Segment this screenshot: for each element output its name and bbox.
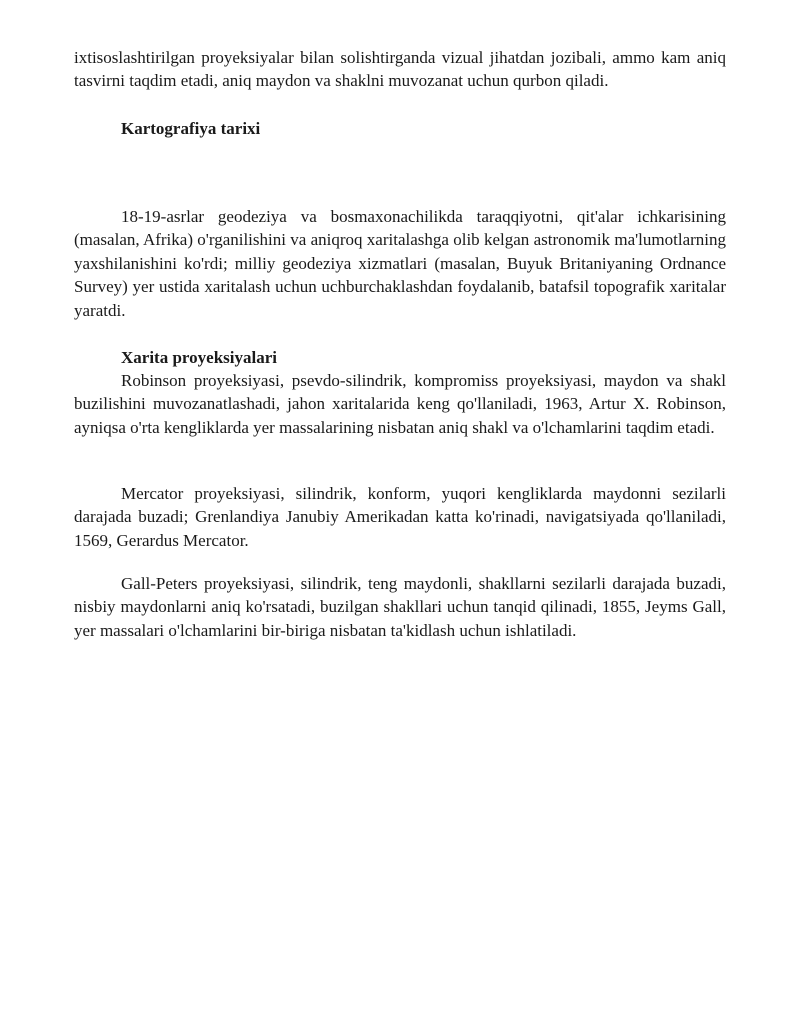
history-paragraph: 18-19-asrlar geodeziya va bosmaxonachilikda taraqqiyotni, qit'alar ichkarisining (masalan, Afrika) o'rganilishini va aniqroq xaritalashga olib kelgan astronomik ma'lumotlarning yaxshilanishini ko'rdi; milliy geodeziya xizmatlari (masalan, Buyuk Britaniyaning Ordnance Survey) yer ustida xaritalash uchun uchburchaklashdan foydalanib, batafsil topografik xaritalar yaratdi. <box>74 207 726 320</box>
section-heading-history: Kartografiya tarixi <box>121 119 261 138</box>
robinson-paragraph: Robinson proyeksiyasi, psevdo-silindrik, kompromiss proyeksiyasi, maydon va shakl buzilishini muvozanatlashadi, jahon xaritalarida keng qo'llaniladi, 1963, Artur X. Robinson, ayniqsa o'rta kengliklarda yer massalarining nisbatan aniq shakl va o'lchamlarini taqdim etadi. <box>74 371 726 437</box>
section-heading-projections: Xarita proyeksiyalari <box>121 348 277 367</box>
mercator-paragraph: Mercator proyeksiyasi, silindrik, konform, yuqori kengliklarda maydonni sezilarli darajada buzadi; Grenlandiya Janubiy Amerikadan katta ko'rinadi, navigatsiyada qo'llaniladi, 1569, Gerardus Mercator. <box>74 484 726 550</box>
continuation-paragraph: ixtisoslashtirilgan proyeksiyalar bilan solishtirganda vizual jihatdan jozibali, ammo kam aniq tasvirni taqdim etadi, aniq maydon va shaklni muvozanat uchun qurbon qiladi. <box>74 48 726 91</box>
gall-peters-paragraph: Gall-Peters proyeksiyasi, silindrik, teng maydonli, shakllarni sezilarli darajada buzadi, nisbiy maydonlarni aniq ko'rsatadi, buzilgan shakllari uchun tanqid qilinadi, 1855, Jeyms Gall, yer massalari o'lchamlarini bir-biriga nisbatan ta'kidlash uchun ishlatiladi. <box>74 574 726 640</box>
